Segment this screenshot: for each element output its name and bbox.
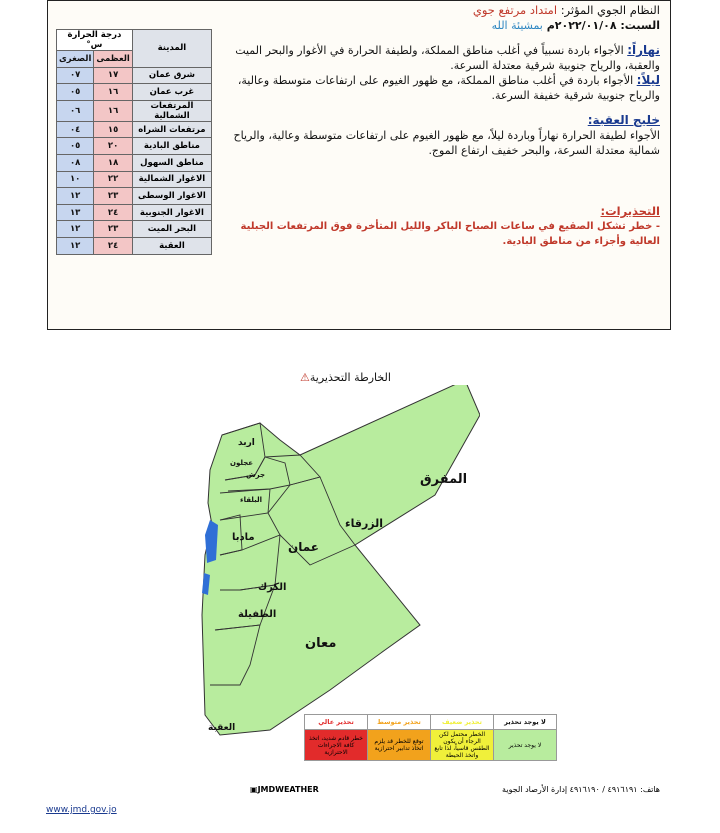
row-max: ١٥	[94, 121, 132, 138]
legend-medium: تحذير متوسط	[368, 715, 431, 730]
will-text: بمشيئة الله	[491, 19, 543, 32]
night-text: الأجواء باردة في أغلب مناطق المملكة، مع ظهور الغيوم على ارتفاعات متوسطة وعالية، والرياح جنوبية شرقية خفيفة السرعة.	[237, 74, 660, 102]
system-label: النظام الجوي المؤثر:	[560, 3, 660, 17]
warnings-title: التحذيرات:	[600, 204, 660, 218]
legend-medium-desc: توقع للخطر قد يلزم اتخاذ تدابير احترازية	[368, 730, 431, 761]
region-label-ajloun: عجلون	[230, 459, 254, 467]
row-max: ٢٣	[94, 188, 132, 205]
row-min: ٠٨	[57, 154, 94, 171]
row-city: البحر الميت	[132, 221, 211, 238]
warnings-text: - خطر تشكل الصقيع في ساعات الصباح الباكر والليل المتأخرة فوق المرتفعات الجبلية العالية وأجزاء من مناطق البادية.	[240, 221, 660, 247]
row-max: ١٦	[94, 84, 132, 101]
row-max: ٢٣	[94, 221, 132, 238]
region-label-jerash: جرش	[246, 471, 266, 479]
row-max: ٢٤	[94, 204, 132, 221]
max-header: العظمى	[94, 51, 132, 68]
table-row	[57, 84, 212, 101]
legend-high: تحذير عالي	[305, 715, 368, 730]
row-min: ٠٥	[57, 84, 94, 101]
row-city: المرتفعات الشمالية	[132, 100, 211, 121]
row-min: ٠٧	[57, 67, 94, 84]
row-min: ١٣	[57, 204, 94, 221]
table-row	[57, 221, 212, 238]
table-row	[57, 121, 212, 138]
dead-sea	[205, 520, 218, 563]
table-row	[57, 100, 212, 121]
legend-weak: تحذير ضعيف	[431, 715, 494, 730]
row-min: ٠٦	[57, 100, 94, 121]
system-value: امتداد مرتفع جوي	[472, 3, 558, 17]
region-label-maan: معان	[305, 636, 337, 651]
city-header: المدينة	[132, 30, 211, 68]
row-min: ٠٥	[57, 138, 94, 155]
row-max: ١٧	[94, 67, 132, 84]
table-row	[57, 171, 212, 188]
row-city: مناطق البادية	[132, 138, 211, 155]
row-city: شرق عمان	[132, 67, 211, 84]
aqaba-title: خليج العقبة:	[587, 113, 660, 127]
legend-none-desc: لا يوجد تحذير	[494, 730, 557, 761]
row-min: ١٢	[57, 237, 94, 254]
aqaba-text: الأجواء لطيفة الحرارة نهاراً وباردة ليلاً، مع ظهور الغيوم على ارتفاعات متوسطة وعالية، والرياح شمالية معتدلة السرعة، والبحر خفيف ارتفاع الموج.	[233, 129, 660, 157]
legend-high-desc: خطر قادم شديد، اتخذ كافة الاجراءات الاحترازية	[305, 730, 368, 761]
day-text: الأجواء باردة نسبياً في أغلب مناطق المملكة، ولطيفة الحرارة في الأغوار والبحر الميت والعقبة، والرياح جنوبية شرقية معتدلة السرعة.	[235, 44, 660, 72]
legend-weak-desc: الخطر محتمل لكن الرجاء أن يكون الطقس قاسياً، لذا تابع واتخذ الحيطة	[431, 730, 494, 761]
row-max: ٢٢	[94, 171, 132, 188]
temperature-table	[56, 29, 212, 255]
min-header: الصغرى	[57, 51, 94, 68]
row-max: ١٨	[94, 154, 132, 171]
row-max: ٢٤	[94, 237, 132, 254]
region-label-mafraq: المفرق	[420, 472, 468, 487]
region-label-amman: عمان	[288, 540, 319, 554]
table-row	[57, 67, 212, 84]
region-label-irbid: اربد	[238, 438, 255, 448]
night-title: ليلاً:	[636, 73, 660, 87]
temp-header: درجة الحرارة س°	[57, 30, 133, 51]
row-min: ١٢	[57, 188, 94, 205]
warning-triangle-icon: ⚠	[300, 371, 310, 384]
region-label-zarqa: الزرقاء	[345, 517, 384, 530]
forecast-date: السبت: ٢٠٢٢/٠١/٠٨م	[546, 19, 660, 32]
region-label-karak: الكرك	[258, 582, 287, 593]
row-city: مرتفعات الشراه	[132, 121, 211, 138]
row-city: مناطق السهول	[132, 154, 211, 171]
day-title: نهاراً:	[627, 43, 660, 57]
row-min: ١٠	[57, 171, 94, 188]
region-label-aqaba: العقبة	[208, 723, 236, 733]
website-link[interactable]: www.jmd.gov.jo	[46, 805, 117, 815]
row-city: الاغوار الوسطى	[132, 188, 211, 205]
table-row	[57, 204, 212, 221]
row-city: غرب عمان	[132, 84, 211, 101]
forecast-text	[214, 3, 660, 249]
row-max: ٢٠	[94, 138, 132, 155]
jordan-map	[180, 385, 480, 745]
row-min: ٠٤	[57, 121, 94, 138]
social-handle: JMDWEATHER	[257, 785, 319, 794]
region-label-madaba: مادبا	[232, 532, 255, 543]
region-label-tafila: الطفيلة	[238, 609, 277, 620]
map-title: الخارطة التحذيرية⚠	[300, 371, 391, 384]
region-label-balqa: البلقاء	[240, 496, 262, 504]
table-row	[57, 154, 212, 171]
row-city: الاغوار الشمالية	[132, 171, 211, 188]
footer-phone: هاتف: ٤٩١٦١٩١ / ٤٩١٦١٩٠ إدارة الأرصاد الجوية	[502, 785, 660, 794]
table-row	[57, 188, 212, 205]
warning-legend	[304, 714, 557, 761]
legend-none: لا يوجد تحذير	[494, 715, 557, 730]
row-city: الاغوار الجنوبية	[132, 204, 211, 221]
social-icon: ▣	[250, 785, 258, 794]
table-row	[57, 237, 212, 254]
table-row	[57, 138, 212, 155]
row-city: العقبة	[132, 237, 211, 254]
row-min: ١٢	[57, 221, 94, 238]
report-box	[47, 0, 671, 330]
row-max: ١٦	[94, 100, 132, 121]
